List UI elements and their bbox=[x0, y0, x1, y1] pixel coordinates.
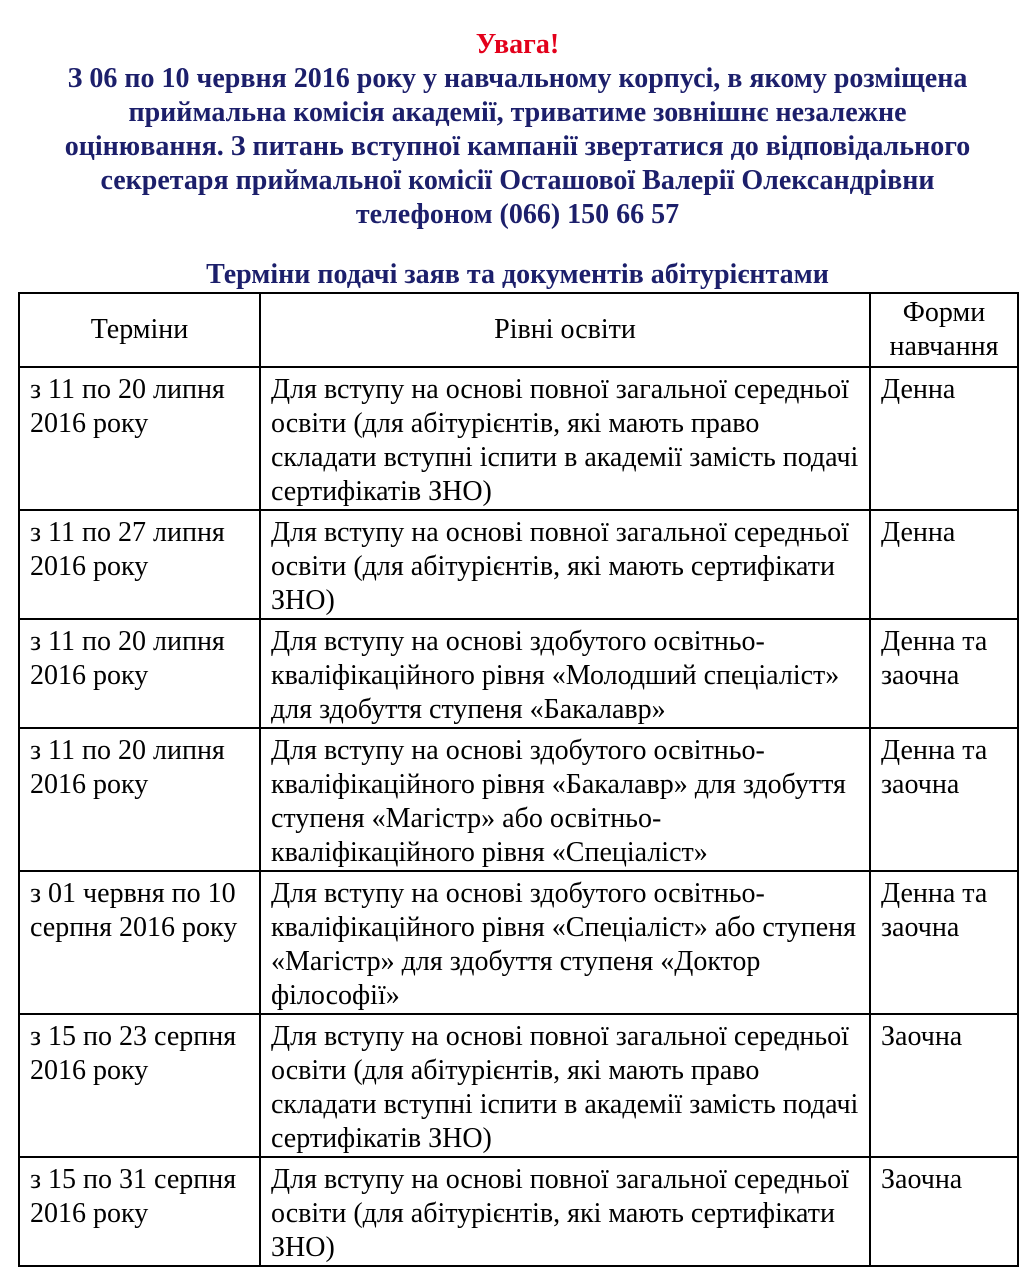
deadlines-table bbox=[18, 292, 1019, 1267]
table-row bbox=[19, 367, 1018, 510]
education-level-cell: Для вступу на основі повної загальної середньої освіти (для абітурієнтів, які мають право складати вступні іспити в академії замість подачі сертифікатів ЗНО) bbox=[260, 367, 870, 510]
term-cell: з 15 по 23 серпня 2016 року bbox=[19, 1014, 260, 1157]
term-cell: з 11 по 27 липня 2016 року bbox=[19, 510, 260, 619]
education-level-cell: Для вступу на основі здобутого освітньо-кваліфікаційного рівня «Спеціаліст» або ступеня «Магістр» для здобуття ступеня «Доктор філософії» bbox=[260, 871, 870, 1014]
study-form-cell: Заочна bbox=[870, 1157, 1018, 1266]
notice-line: секретаря приймальної комісії Осташової Валерії Олександрівни bbox=[100, 165, 935, 196]
education-level-cell: Для вступу на основі здобутого освітньо-кваліфікаційного рівня «Бакалавр» для здобуття ступеня «Магістр» або освітньо-кваліфікаційного рівня «Спеціаліст» bbox=[260, 728, 870, 871]
table-header-row bbox=[19, 293, 1018, 367]
notice-line: приймальна комісія академії, триватиме зовнішнє незалежне bbox=[128, 97, 907, 128]
header-terms: Терміни bbox=[19, 293, 260, 367]
table-title: Терміни подачі заяв та документів абітурієнтами bbox=[206, 259, 829, 290]
study-form-cell: Денна bbox=[870, 367, 1018, 510]
term-cell: з 01 червня по 10 серпня 2016 року bbox=[19, 871, 260, 1014]
term-cell: з 15 по 31 серпня 2016 року bbox=[19, 1157, 260, 1266]
study-form-cell: Денна та заочна bbox=[870, 619, 1018, 728]
education-level-cell: Для вступу на основі повної загальної середньої освіти (для абітурієнтів, які мають право складати вступні іспити в академії замість подачі сертифікатів ЗНО) bbox=[260, 1014, 870, 1157]
header-education-levels: Рівні освіти bbox=[260, 293, 870, 367]
notice-title: Увага! bbox=[475, 29, 560, 60]
term-cell: з 11 по 20 липня 2016 року bbox=[19, 728, 260, 871]
study-form-cell: Заочна bbox=[870, 1014, 1018, 1157]
table-row bbox=[19, 871, 1018, 1014]
header-study-forms: Форми навчання bbox=[870, 293, 1018, 367]
table-row bbox=[19, 1157, 1018, 1266]
notice-line: З 06 по 10 червня 2016 року у навчальному корпусі, в якому розміщена bbox=[67, 63, 968, 94]
study-form-cell: Денна bbox=[870, 510, 1018, 619]
education-level-cell: Для вступу на основі повної загальної середньої освіти (для абітурієнтів, які мають сертифікати ЗНО) bbox=[260, 1157, 870, 1266]
table-row bbox=[19, 728, 1018, 871]
notice-phone-line: телефоном (066) 150 66 57 bbox=[355, 199, 680, 230]
study-form-cell: Денна та заочна bbox=[870, 871, 1018, 1014]
term-cell: з 11 по 20 липня 2016 року bbox=[19, 367, 260, 510]
table-row bbox=[19, 510, 1018, 619]
table-row bbox=[19, 1014, 1018, 1157]
education-level-cell: Для вступу на основі повної загальної середньої освіти (для абітурієнтів, які мають сертифікати ЗНО) bbox=[260, 510, 870, 619]
term-cell: з 11 по 20 липня 2016 року bbox=[19, 619, 260, 728]
table-row bbox=[19, 619, 1018, 728]
attention-notice bbox=[0, 28, 1035, 232]
notice-line: оцінювання. З питань вступної кампанії звертатися до відповідального bbox=[64, 131, 971, 162]
study-form-cell: Денна та заочна bbox=[870, 728, 1018, 871]
education-level-cell: Для вступу на основі здобутого освітньо-кваліфікаційного рівня «Молодший спеціаліст» для здобуття ступеня «Бакалавр» bbox=[260, 619, 870, 728]
